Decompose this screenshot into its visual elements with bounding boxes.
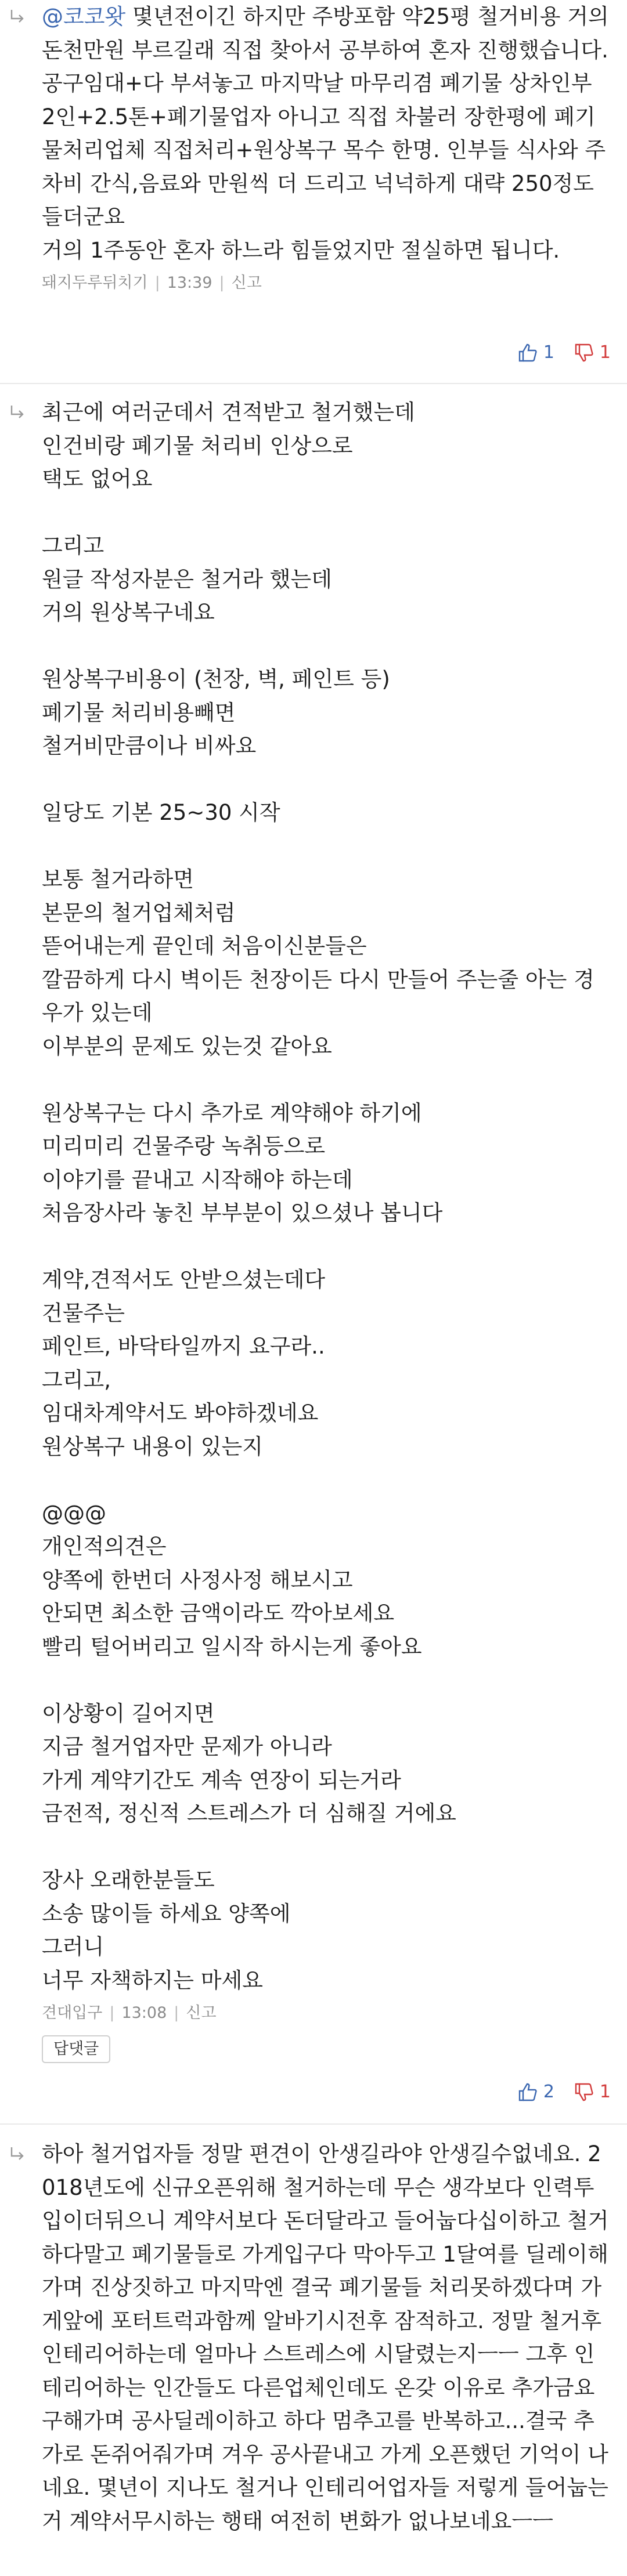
comment-meta: 견대입구 | 13:08 | 신고 — [42, 2004, 217, 2022]
downvote-count: 1 — [599, 342, 611, 363]
thumbs-down-icon — [574, 2082, 594, 2102]
thumbs-up-icon — [518, 343, 538, 363]
comment-2 — [0, 384, 627, 2125]
upvote-button[interactable] — [518, 341, 554, 364]
vote-area — [498, 2081, 611, 2104]
thumbs-up-icon — [518, 2082, 538, 2102]
comment-meta: 돼지두루뒤치기 | 13:39 | 신고 — [42, 274, 262, 292]
comment-body: 하아 철거업자들 정말 편견이 안생길라야 안생길수없네요. 2018년도에 신규오픈위해 철거하는데 무슨 생각보다 인력투입이더뒤으니 계약서보다 돈더달라고 들어눕다십이하고 철거하다말고 폐기물들로 가게입구다 막아두고 1달여를 딜레이해가며 진상짓하고 마지막엔 결국 폐기물들 처리못하겠다며 가게앞에 포터트럭과함께 알바기시전후 잠적하고. 정말 철거후 인테리어하는데 얼마나 스트레스에 시달렸는지ㅡㅡ 그후 인테리어하는 인간들도 다른업체인데도 온갖 이유로 추가금요구해가며 공사딜레이하고 하다 멈추고를 반복하고...결국 추가로 돈쥐어줘가며 겨우 공사끝내고 가게 오픈했던 기억이 나네요. 몇년이 지나도 철거나 인테리어업자들 저렇게 들어눕는거 계약서무시하는 행태 여전히 변화가 없나보네요ㅡㅡ — [42, 2141, 609, 2534]
report-link[interactable]: 신고 — [186, 2004, 217, 2022]
reply-button[interactable]: 답댓글 — [42, 2035, 110, 2063]
upvote-count: 1 — [543, 342, 554, 363]
reply-arrow-icon — [8, 404, 26, 421]
report-link[interactable]: 신고 — [231, 274, 262, 292]
author-name[interactable]: 견대입구 — [42, 2004, 103, 2022]
comment-1 — [0, 0, 627, 384]
downvote-button[interactable] — [574, 2081, 611, 2104]
comment-3 — [0, 2125, 627, 2576]
downvote-button[interactable] — [574, 341, 611, 364]
reply-arrow-icon — [8, 2146, 26, 2163]
mention-link[interactable]: @코코왓 — [42, 4, 126, 29]
reply-arrow-icon — [8, 8, 26, 26]
upvote-count: 2 — [543, 2082, 554, 2102]
vote-area — [498, 341, 611, 364]
comment-body: 최근에 여러군데서 견적받고 철거했는데 인건비랑 폐기물 처리비 인상으로 택도 없어요 그리고 원글 작성자분은 철거라 했는데 거의 원상복구네요 원상복구비용이 (천장, 벽, 페인트 등) 폐기물 처리비용빼면 철거비만큼이나 비싸요 일당도 기본 25~30 시작 보통 철거라하면 본문의 철거업체처럼 뜯어내는게 끝인데 처음이신분들은 깔끔하게 다시 벽이든 천장이든 다시 만들어 주는줄 아는 경우가 있는데 이부분의 문제도 있는것 같아요 원상복구는 다시 추가로 계약해야 하기에 미리미리 건물주랑 녹취등으로 이야기를 끝내고 시작해야 하는데 처음장사라 놓친 부부분이 있으셨나 봅니다 계약,견적서도 안받으셨는데다 건물주는 페인트, 바닥타일까지 요구라.. 그리고, 임대차계약서도 봐야하겠네요 원상복구 내용이 있는지 @@@ 개인적의견은 양쪽에 한번더 사정사정 해보시고 안되면 최소한 금액이라도 깍아보세요 빨리 털어버리고 일시작 하시는게 좋아요 이상황이 길어지면 지금 철거업자만 문제가 아니라 가게 계약기간도 계속 연장이 되는거라 금전적, 정신적 스트레스가 더 심해질 거에요 장사 오래한분들도 소송 많이들 하세요 양쪽에 그러니 너무 자책하지는 마세요 — [42, 400, 594, 1993]
thumbs-down-icon — [574, 343, 594, 363]
upvote-button[interactable] — [518, 2081, 554, 2104]
author-name[interactable]: 돼지두루뒤치기 — [42, 274, 148, 292]
comment-time: 13:08 — [121, 2004, 167, 2022]
comment-body: @코코왓 몇년전이긴 하지만 주방포함 약25평 철거비용 거의 돈천만원 부르길래 직접 찾아서 공부하여 혼자 진행했습니다. 공구임대+다 부셔놓고 마지막날 마무리겸 폐기물 상차인부 2인+2.5톤+폐기물업자 아니고 직접 차불러 장한평에 폐기물처리업체 직접처리+원상복구 목수 한명. 인부들 식사와 주차비 간식,음료와 만원씩 더 드리고 넉넉하게 대략 250정도 들더군요 거의 1주동안 혼자 하느라 힘들었지만 절실하면 됩니다. — [42, 4, 609, 263]
comment-time: 13:39 — [167, 274, 212, 292]
downvote-count: 1 — [599, 2082, 611, 2102]
